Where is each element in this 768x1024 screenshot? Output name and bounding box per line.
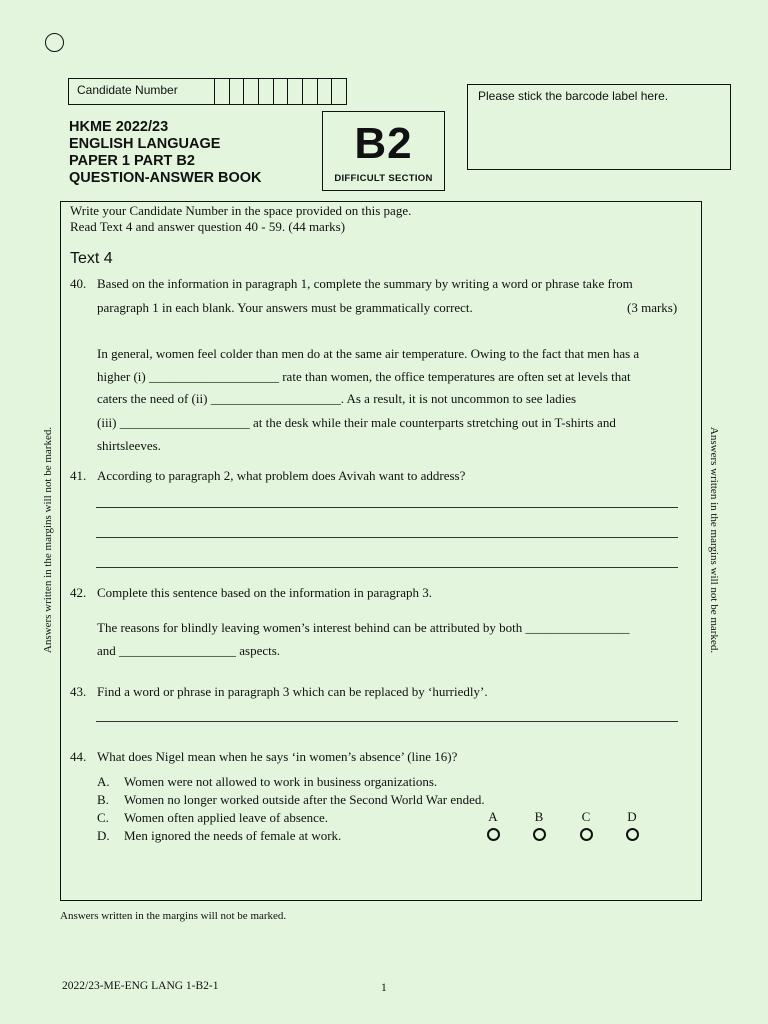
candidate-number-label: Candidate Number	[69, 79, 215, 104]
paper-title	[69, 119, 262, 187]
candidate-number-box	[68, 78, 347, 105]
question-number: 44.	[70, 749, 87, 764]
title-line: HKME 2022/23	[69, 119, 169, 135]
candidate-digit-cell[interactable]	[259, 79, 274, 104]
choice-label-d: D	[627, 809, 637, 824]
option-text: Women were not allowed to work in business organizations.	[124, 774, 438, 789]
candidate-digit-cell[interactable]	[303, 79, 318, 104]
option-text: Women often applied leave of absence.	[124, 810, 328, 825]
option-text: Women no longer worked outside after the Second World War ended.	[124, 792, 485, 807]
answer-bubble-d[interactable]	[626, 828, 639, 841]
question-number: 42.	[70, 585, 87, 600]
marks-label: (3 marks)	[627, 300, 678, 315]
summary-line: higher (i) ____________________ rate than women, the office temperatures are often set at levels that	[97, 369, 631, 384]
option-letter: A.	[97, 774, 110, 789]
margin-note-right: Answers written in the margins will not be marked.	[708, 426, 720, 654]
barcode-label-box: Please stick the barcode label here.	[467, 84, 731, 170]
summary-line: shirtsleeves.	[97, 438, 161, 453]
registration-circle	[45, 33, 64, 52]
answer-line[interactable]	[96, 721, 678, 722]
summary-line: (iii) ____________________ at the desk while their male counterparts stretching out in T-shirts and	[97, 415, 616, 430]
candidate-digit-cell[interactable]	[332, 79, 346, 104]
section-name: DIFFICULT SECTION	[334, 173, 433, 184]
section-box	[322, 111, 445, 191]
candidate-digit-cell[interactable]	[288, 79, 303, 104]
answer-line[interactable]	[96, 507, 678, 508]
text-heading: Text 4	[70, 250, 113, 267]
sentence-line: The reasons for blindly leaving women’s interest behind can be attributed by both ________________	[97, 620, 630, 635]
title-line: ENGLISH LANGUAGE	[69, 136, 221, 152]
answer-bubble-c[interactable]	[580, 828, 593, 841]
question-text: Based on the information in paragraph 1, complete the summary by writing a word or phrase take from	[97, 276, 633, 291]
question-number: 43.	[70, 684, 87, 699]
title-line: PAPER 1 PART B2	[69, 153, 195, 169]
option-letter: C.	[97, 810, 109, 825]
question-text: Complete this sentence based on the information in paragraph 3.	[97, 585, 433, 600]
page-number: 1	[381, 982, 387, 994]
instruction-line: Read Text 4 and answer question 40 - 59. (44 marks)	[70, 219, 346, 234]
summary-line: caters the need of (ii) ____________________. As a result, it is not uncommon to see ladies	[97, 391, 577, 406]
candidate-digit-cell[interactable]	[274, 79, 289, 104]
title-line: QUESTION-ANSWER BOOK	[69, 170, 262, 186]
option-letter: B.	[97, 792, 109, 807]
footer-code: 2022/23-ME-ENG LANG 1-B2-1	[62, 980, 219, 992]
answer-bubble-a[interactable]	[487, 828, 500, 841]
margin-note-bottom: Answers written in the margins will not be marked.	[60, 910, 287, 922]
question-text: What does Nigel mean when he says ‘in women’s absence’ (line 16)?	[97, 749, 458, 764]
candidate-digit-cell[interactable]	[318, 79, 333, 104]
question-text: paragraph 1 in each blank. Your answers must be grammatically correct.	[97, 300, 473, 315]
sentence-line: and __________________ aspects.	[97, 643, 281, 658]
question-text: According to paragraph 2, what problem does Avivah want to address?	[97, 468, 466, 483]
candidate-digit-cell[interactable]	[230, 79, 245, 104]
choice-label-a: A	[488, 809, 498, 824]
question-number: 40.	[70, 276, 87, 291]
margin-note-left: Answers written in the margins will not be marked.	[42, 426, 54, 654]
section-code: B2	[354, 119, 413, 168]
answer-line[interactable]	[96, 567, 678, 568]
option-text: Men ignored the needs of female at work.	[124, 828, 342, 843]
question-text: Find a word or phrase in paragraph 3 which can be replaced by ‘hurriedly’.	[97, 684, 488, 699]
summary-line: In general, women feel colder than men do at the same air temperature. Owing to the fact that men has a	[97, 346, 640, 361]
choice-label-c: C	[581, 809, 591, 824]
answer-bubble-b[interactable]	[533, 828, 546, 841]
option-letter: D.	[97, 828, 110, 843]
choice-label-b: B	[534, 809, 544, 824]
instruction-line: Write your Candidate Number in the space provided on this page.	[70, 203, 412, 218]
candidate-digit-cell[interactable]	[215, 79, 230, 104]
candidate-digit-cell[interactable]	[244, 79, 259, 104]
answer-line[interactable]	[96, 537, 678, 538]
question-number: 41.	[70, 468, 87, 483]
